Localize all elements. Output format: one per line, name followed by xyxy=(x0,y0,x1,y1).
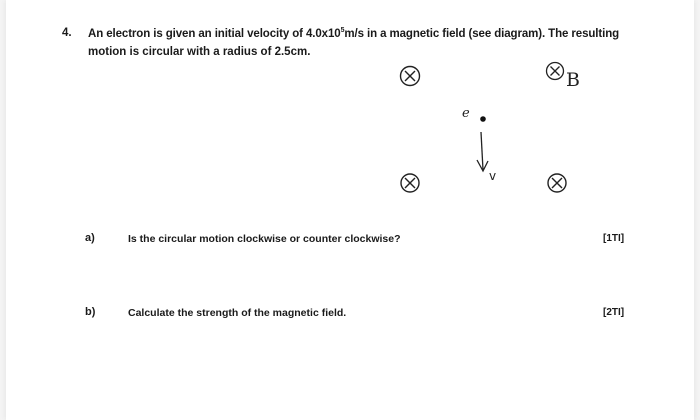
question-number: 4. xyxy=(62,27,72,39)
question-text-line2: motion is circular with a radius of 2.5cm. xyxy=(88,46,311,58)
velocity-exponent: 5 xyxy=(340,27,345,34)
part-b-marks: [2TI] xyxy=(603,307,625,318)
velocity-label: v xyxy=(489,169,497,183)
part-a-marks: [1TI] xyxy=(603,233,625,244)
field-label-b: B xyxy=(566,69,580,91)
part-b-label: b) xyxy=(85,306,96,318)
part-a-label: a) xyxy=(85,232,95,244)
electron-label: e xyxy=(462,106,470,121)
worksheet-page xyxy=(6,0,694,420)
question-text-line1: An electron is given an initial velocity of $4.0x10^5m/s$ in a magnetic field (see diagram). The resulting xyxy=(88,27,620,40)
part-a-question: Is the circular motion clockwise or counter clockwise? xyxy=(128,233,401,245)
part-b-question: Calculate the strength of the magnetic field. xyxy=(128,307,347,319)
